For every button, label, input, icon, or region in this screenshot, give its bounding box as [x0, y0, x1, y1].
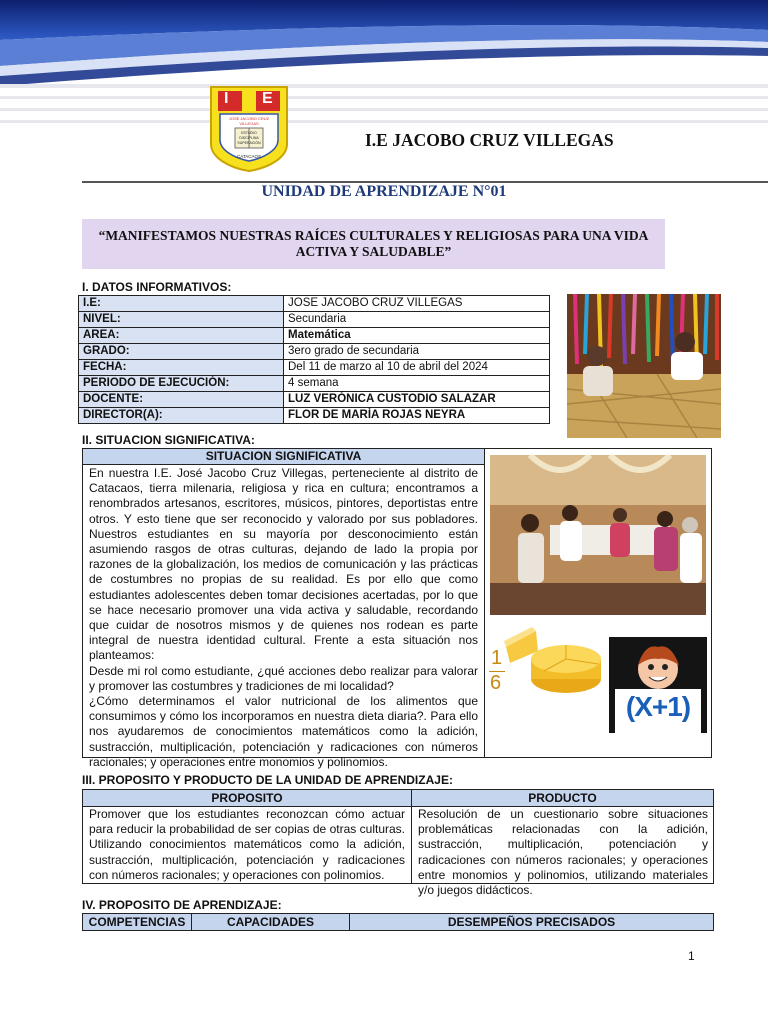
- datos-label: AREA:: [79, 328, 284, 344]
- community-celebration-photo: [490, 455, 706, 615]
- datos-row: [79, 376, 550, 392]
- situacion-paragraph-3: ¿Cómo determinamos el valor nutricional de los alimentos que consumimos y cómo los incorporamos en nuestra dieta diaria?. Para ello nos ayudaremos de conocimientos matemáticos como la adición, sustracción, multiplicación, potenciación y radicaciones con números racionales; y operaciones entre monomios y polinomios.: [89, 694, 478, 769]
- datos-row: [79, 312, 550, 328]
- datos-row: [79, 328, 550, 344]
- datos-row: [79, 392, 550, 408]
- datos-row: [79, 344, 550, 360]
- datos-label: DOCENTE:: [79, 392, 284, 408]
- situacion-paragraph-1: En nuestra I.E. José Jacobo Cruz Villegas, perteneciente al distrito de Catacaos, tierra milenaria, religiosa y rica en cultura; encontramos a renombrados artesanos, escritores, músicos, pintores, deportistas entre otros. Y esto tiene que ser reconocido y valorado por sus pobladores. Nuestros estudiantes en su mayoría por desconocimiento están asumiendo rasgos de otras culturas, dejando de lado la propia por razones de la globalización, los medios de comunicación y las prácticas de costumbres no propias de su realidad. Es por ello que como estudiantes adolescentes deben tomar decisiones acertadas, por lo que se hace necesario promover una vida activa y saludable, recordando que cuidar de nosotros mismos y de quienes nos rodean es parte integral de nuestra identidad cultural. Frente a esta situación nos planteamos:: [89, 466, 478, 663]
- datos-value: Secundaria: [284, 312, 550, 328]
- algebra-kid-clipart: [609, 637, 707, 733]
- artisan-weaving-photo: [567, 294, 721, 438]
- logo-letter-i: I: [224, 90, 229, 107]
- unit-title: UNIDAD DE APRENDIZAJE N°01: [261, 183, 507, 200]
- datos-value: 4 semana: [284, 376, 550, 392]
- capacidades-header: CAPACIDADES: [226, 915, 315, 929]
- datos-row: [79, 408, 550, 424]
- proposito-header: PROPOSITO: [83, 790, 411, 807]
- section4-heading: IV. PROPOSITO DE APRENDIZAJE:: [82, 898, 282, 912]
- section1-heading: I. DATOS INFORMATIVOS:: [82, 280, 232, 294]
- datos-label: PERIODO DE EJECUCIÓN:: [79, 376, 284, 392]
- datos-label: DIRECTOR(A):: [79, 408, 284, 424]
- cheese-fraction-icon: [486, 617, 604, 727]
- situacion-divider: [484, 449, 485, 757]
- datos-row: [79, 360, 550, 376]
- competencias-table-header: [82, 913, 714, 931]
- datos-value: LUZ VERÓNICA CUSTODIO SALAZAR: [284, 392, 550, 408]
- situacion-paragraph-2: Desde mi rol como estudiante, ¿qué acciones debo realizar para valorar y promover las costumbres y tradiciones de mi localidad?: [89, 663, 478, 693]
- producto-header: PRODUCTO: [412, 790, 713, 807]
- school-name: I.E JACOBO CRUZ VILLEGAS: [365, 130, 614, 150]
- header-swoosh-graphic: [0, 0, 768, 150]
- datos-value: JOSE JACOBO CRUZ VILLEGAS: [284, 296, 550, 312]
- datos-row: [79, 296, 550, 312]
- situacion-header: SITUACION SIGNIFICATIVA: [83, 449, 484, 465]
- desempenos-header: DESEMPEÑOS PRECISADOS: [447, 915, 616, 929]
- logo-letter-e: E: [262, 90, 273, 107]
- logo-arc-text: JOSÉ JACOBO CRUZ VILLEGAS: [228, 116, 270, 126]
- datos-label: NIVEL:: [79, 312, 284, 328]
- fraction-numerator: 1: [491, 647, 503, 669]
- page-number: 1: [688, 949, 695, 963]
- datos-value: Del 11 de marzo al 10 de abril del 2024: [284, 360, 550, 376]
- producto-text: Resolución de un cuestionario sobre situaciones problemáticas relacionadas con la adición, sustracción, multiplicación, potenciación y radicaciones con números racionales; y operaciones entre monomios y polinomios, utilizando materiales y/o juegos didácticos.: [418, 807, 708, 898]
- section3-heading: III. PROPOSITO Y PRODUCTO DE LA UNIDAD DE APRENDIZAJE:: [82, 773, 453, 787]
- datos-value: FLOR DE MARÍA ROJAS NEYRA: [284, 408, 550, 424]
- unit-banner: [82, 219, 665, 269]
- datos-label: GRADO:: [79, 344, 284, 360]
- proposito-text: Promover que los estudiantes reconozcan cómo actuar para reducir la probabilidad de ser copias de otras culturas. Utilizando conocimientos matemáticos como la adición, sustracción, multiplicación, potenciación y radicaciones con números racionales; y operaciones con polinomios.: [89, 807, 405, 882]
- unit-banner-text: “MANIFESTAMOS NUESTRAS RAÍCES CULTURALES Y RELIGIOSAS PARA UNA VIDA ACTIVA Y SALUDABLE”: [98, 228, 649, 259]
- proposito-producto-table: [82, 789, 714, 898]
- datos-value: 3ero grado de secundaria: [284, 344, 550, 360]
- datos-table: [78, 295, 550, 424]
- logo-book-text: ESTUDIO DISCIPLINA SUPERACIÓN: [237, 131, 261, 145]
- section2-heading: II. SITUACION SIGNIFICATIVA:: [82, 433, 255, 447]
- competencias-header: COMPETENCIAS: [88, 915, 186, 929]
- school-logo: [208, 84, 290, 172]
- datos-label: FECHA:: [79, 360, 284, 376]
- algebra-expression: (X+1): [625, 691, 691, 722]
- logo-town: CATACAOS: [236, 154, 262, 159]
- datos-label: I.E:: [79, 296, 284, 312]
- fraction-denominator: 6: [490, 672, 502, 694]
- situacion-table: [82, 448, 712, 769]
- situacion-text: [89, 466, 478, 770]
- header-band: [0, 0, 768, 150]
- datos-value: Matemática: [284, 328, 550, 344]
